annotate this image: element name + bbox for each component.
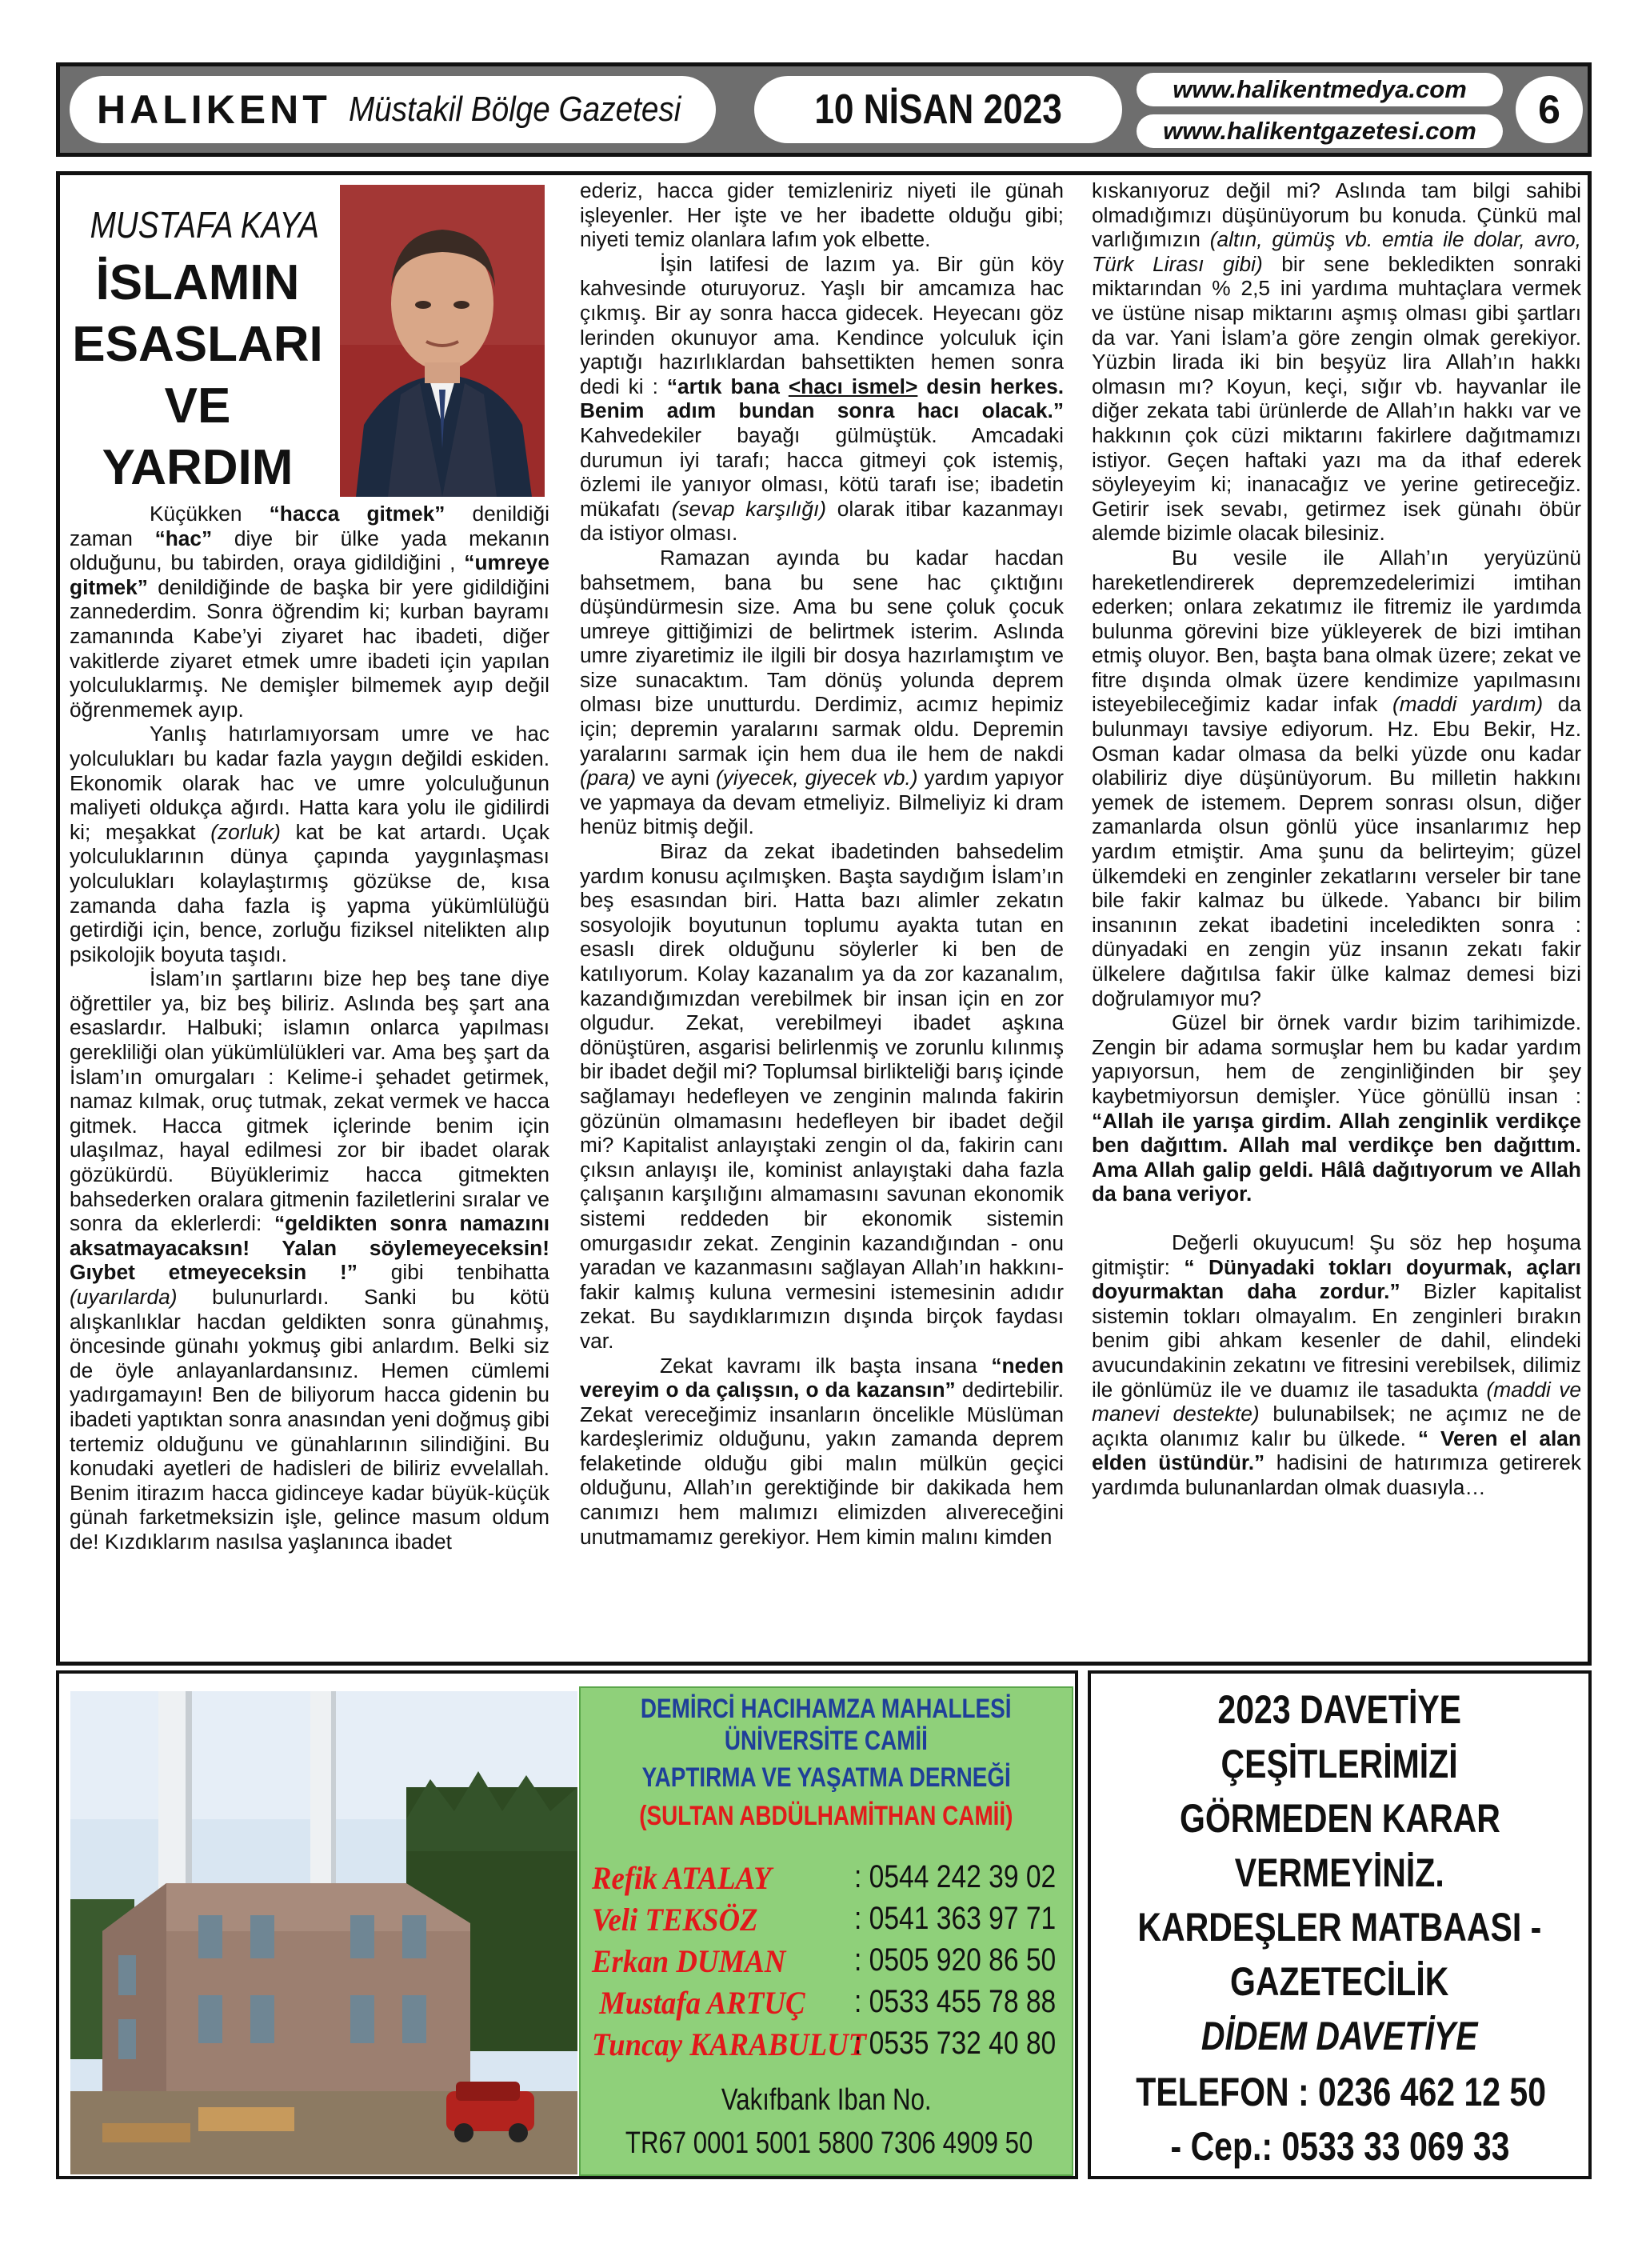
invitation-line: ÇEŞİTLERİMİZİ xyxy=(1221,1742,1459,1786)
article-headline xyxy=(70,252,326,498)
association-subtitle: (SULTAN ABDÜLHAMİTHAN CAMİİ) xyxy=(639,1801,1013,1831)
paragraph: İşin latifesi de lazım ya. Bir gün köy kahvesinde oturuyoruz. Yaşlı bir amcamıza hac çıkmış. Bir ay sonra hacca gidecek. Heyecanı göz lerinden okunuyor ama. Kendince yolculuk için yaptığı hazırlıklardan bahsettikten hemen sonra dedi ki : “artık bana <hacı ismel> desin herkes. Benim adım bundan sonra hacı olacak.” Kahvedekiler bayağı gülmüştük. Amcadaki durumun iyi tarafı; hacca gitmeyi çok istemiş, özlemi ile yanıyor olması, kötü tarafı ise; ibadetin mükafatı (sevap karşılığı) olarak itibar kazanmayı da istiyor olması. xyxy=(580,251,1065,546)
page-number: 6 xyxy=(1516,76,1583,143)
invitation-line: KARDEŞLER MATBAASI - xyxy=(1137,1905,1542,1950)
paragraph: Küçükken “hacca gitmek” denildiği zaman “hac” diye bir ülke yada mekanın olduğunu, bu tabirden, oraya gidildiğini , “umreye gitmek” denildiğinde de başka bir yere gidildiğini zannederdim. Sonra öğrendim ki; kurban bayramı zamanında Kabe’yi ziyaret hac ibadeti, diğer vakitlerde ziyaret etmek umre ibadeti için yapılan yolculuklarmış. Ne demişler bilmemek ayıp değil öğrenmemek ayıp. xyxy=(70,502,549,722)
contact-phone[interactable]: : 0533 455 78 88 xyxy=(854,1984,1057,2019)
contact-name: Erkan DUMAN xyxy=(592,1943,786,1979)
author-portrait xyxy=(340,185,545,497)
invitation-mobile[interactable]: - Cep.: 0533 33 069 33 xyxy=(1170,2124,1509,2169)
paragraph: Zekat kavramı ilk başta insana “neden vereyim o da çalışsın, o da kazansın” dedirtebilir. Zekat vereceğimiz insanların öncelikle Müslüman kardeşlerimiz olduğunu, yakın zamanda deprem felaketinde olduğu gibi malın mülkün geçici olduğunu, Allah’ın gerektiğinde bir dakikada hem canımızı hem malımızı elimizden alıvereceğini unutmamamız gerekiyor. Hem kimin malını kimden xyxy=(580,1353,1064,1549)
newspaper-subtitle: Müstakil Bölge Gazetesi xyxy=(348,90,681,129)
contact-phone[interactable]: : 0541 363 97 71 xyxy=(854,1901,1057,1936)
invitation-ad xyxy=(1088,1670,1592,2179)
newspaper-brand: HALIKENT xyxy=(97,87,331,132)
contact-phone[interactable]: : 0505 920 86 50 xyxy=(854,1942,1057,1978)
invitation-line: GÖRMEDEN KARAR xyxy=(1179,1796,1500,1841)
paragraph: Biraz da zekat ibadetinden bahsedelim yardım konusu açılmışken. Başta saydığım İslam’ın beş esasından biri. Hatta bazı alimler zekatın sosyolojik boyutunun toplumu ayakta tutan en esaslı direk olduğunu söylerler ki ben de katılıyorum. Kolay kazanalım ya da zor kazanalım, kazandığımızdan verebilmek bir insan için en zor olgudur. Zekat, verebilmeyi ibadet aşkına dönüştüren, asgarisi belirlenmiş ve zorunlu kılınmış bir ibadet değil mi? Toplumsal birlikteliği barış içinde sağlamayı hedefleyen ve zenginin malında fakirin gözünün olmamasını hedefleyen bir ibadet değil mi? Kapitalist anlayıştaki zengin ol da, fakirin canı çıksın anlayışı ile, kominist anlayıştaki daha fazla çalışanın karşılığını almamasını savunan ekonomik sistemi reddeden bir ekonomik sistemin omurgasıdır zekat. Zenginin kazandığından - onu yaradan ve kazanmasını sağlayan Allah’ın hakkını- fakir kalmış kuluna vermesini istemesinin adıdır zekat. Bu saydıklarımızın dışında birçok faydası var. xyxy=(580,839,1064,1353)
paragraph: Değerli okuyucum! Şu söz hep hoşuma gitmiştir: “ Dünyadaki tokları doyurmak, açları doyurmaktan daha zordur.” Bizler kapitalist sistemin tokları olmayalım. En zenginleri bırakın benim gibi ahkam kesenler de dahil, elindeki avucundakinin zekatını ve fitresini verebilsek, dilimiz ile gönlümüz ile ve duamız ile tasadukta (maddi ve manevi destekte) bulunabilsek; ne açımız ne de açıkta olanımız kalır bu ülkede. “ Veren el alan elden üstündür.” hadisini de hatırımıza getirerek yardımda bulunanlardan olmak duasıyla… xyxy=(1092,1230,1581,1499)
mosque-association-ad xyxy=(56,1670,1078,2179)
masthead xyxy=(56,62,1592,157)
contact-name: Refik ATALAY xyxy=(592,1860,772,1896)
contact-row xyxy=(592,2026,1064,2070)
invitation-line: GAZETECİLİK xyxy=(1230,1959,1449,2004)
contact-row xyxy=(592,1984,1064,2029)
paragraph: Bu vesile ile Allah’ın yeryüzünü hareketlendirerek depremzedelerimizi imtihan ederken; onlara zekatımız ile fitremiz ile yardımda bulunma görevini bize yükleyerek de bizi imtihan etmiş oluyor. Ben, başta bana olmak üzere; zekat ve fitre dışında olmak üzere kendimize yapılmasını isteyebileceğimiz kadar infak (maddi yardım) da bulunmayı tavsiye ediyorum. Hz. Ebu Bekir, Hz. Osman kadar olmasa da belki yüzde onu kadar olabiliriz diye düşünüyorum. Bu milletin hakkını yemek de istemem. Deprem sonrası olsun, diğer zamanlarda olsun gönlü yüce insanlarımız hep yardım etmiştir. Ama şunu da belirteyim; güzel ülkemdeki en zenginler zekatlarını verseler bir tane bile fakir kalmaz bu ülkede. Yabancı bir bilim insanının zekat ibadetini inceledikten sonra : dünyadaki en zengin yüz insanın zekatı fakir ülkelere dağıtılsa fakir ülke kalmaz demesi bizi doğrulamıyor mu? xyxy=(1092,545,1582,1010)
headline-line: YARDIM xyxy=(102,440,294,495)
contact-row xyxy=(592,1942,1064,1987)
issue-date: 10 NİSAN 2023 xyxy=(754,76,1122,143)
association-title-line: DEMİRCİ HACIHAMZA MAHALLESİ xyxy=(641,1694,1012,1724)
association-info-box xyxy=(579,1686,1073,2176)
contact-row xyxy=(592,1901,1064,1946)
invitation-phone[interactable]: TELEFON : 0236 462 12 50 xyxy=(1136,2070,1547,2114)
contact-name: Tuncay KARABULUT xyxy=(592,2026,867,2062)
paragraph: kıskanıyoruz değil mi? Aslında tam bilgi sahibi olmadığımızı düşünüyorum bu konuda. Çünkü mal varlığımızın (altın, gümüş vb. emtia ile dolar, avro, Türk Lirası gibi) bir sene bekledikten sonraki miktarından % 2,5 ini yardıma muhtaçlara vermek ve üstüne nisap miktarını aşmış olması gibi şartları da var. Yani İslam’a göre zengin olmak gerekiyor. Yüzbin lirada iki bin beşyüz lira Allah’ın hakkı olmasın mı? Koyun, keçi, sığır vb. hayvanlar ile diğer zekata tabi ürünlerde de Allah’ın hakkı var ve hakkının çok cüzi miktarını fakirlere dağıtmamızı istiyor. Geçen haftaki yazı ma da ithaf ederek söyleyeyim ki; inanacağız ve yerine getireceğiz. Getirir isek sevabı, getirmez isek günahı öbür alemde bizimle olacak bilesiniz. xyxy=(1092,178,1581,546)
association-title-line: YAPTIRMA VE YAŞATMA DERNEĞİ xyxy=(641,1762,1011,1793)
paragraph: Güzel bir örnek vardır bizim tarihimizde. Zengin bir adama sormuşlar hem bu kadar yardım yapıyorsun, hem de zenginliğinden bir şey kaybetmiyorsun demişler. Yüce gönüllü insan : “Allah ile yarışa girdim. Allah zenginlik verdikçe ben dağıttım. Allah mal verdikçe ben dağıttım. Ama Allah galip geldi. Hâlâ dağıtıyorum ve Allah da bana veriyor. xyxy=(1092,1010,1581,1206)
invitation-line: 2023 DAVETİYE xyxy=(1217,1687,1462,1732)
paragraph: İslam’ın şartlarını bize hep beş tane diye öğrettiler ya, biz beş biliriz. Aslında beş şart ana esaslardır. Halbuki; islamın onlarca yapılması gerekliliği olan yükümlülükleri var. Ama beş şart da İslam’ın omurgaları : Kelime-i şehadet getirmek, namaz kılmak, oruç tutmak, zekat vermek ve hacca gitmek. Hacca gitmek içlerinde benim için ulaşılmaz, hayal edilmesi zor bir ibadet olarak gözükürdü. Büyüklerimiz hacca gitmekten bahsederken oralara gitmenin faziletlerini sıralar ve sonra da eklerlerdi: “geldikten sonra namazını aksatmayacaksın! Yalan söylemeyeceksin! Gıybet etmeyeceksin !” gibi tenbihatta (uyarılarda) bulunurlardı. Sanki bu kötü alışkanlıklar hacdan geldikten sonra günahmış, öncesinde günahı yokmuş gibi anlardım. Belki siz de öyle anlayanlardansınız. Hemen cümlemi yadırgamayın! Ben de biliyorum hacca gidenin bu ibadeti yaptıktan sonra anasından yeni doğmuş gibi tertemiz olduğunu ve günahlarının silindiğini. Bu konudaki ayetleri de hadisleri de biliriz evvelallah. Benim itirazım hacca gidinceye kadar büyük-küçük günah farketmeksizin işle, gelince masum oldum de! Kızdıklarım nasılsa yaşlanınca ibadet xyxy=(70,966,550,1554)
contact-name: Mustafa ARTUÇ xyxy=(592,1985,805,2021)
invitation-line: VERMEYİNİZ. xyxy=(1235,1850,1444,1895)
contact-row xyxy=(592,1859,1064,1904)
article-frame xyxy=(56,171,1592,1666)
headline-line: İSLAMIN xyxy=(95,255,300,310)
article-title-block xyxy=(70,178,326,498)
bank-label: Vakıfbank Iban No. xyxy=(721,2083,932,2117)
paragraph: Ramazan ayında bu kadar hacdan bahsetmem, bana bu sene hac çıktığını düşündürmesin size. Ama bu sene çoluk çocuk umreye gittiğimizi de belirtmek isterim. Aslında umre ziyaretimiz ile ilgili bir dosya hazırlamıştım ve size sunacaktım. Tam dönüş yolunda deprem olması bize unutturdu. Derdimiz, acımız hepimiz için; depremin yaralarını sarmak oldu. Depremin yaralarını sarmak için hem dua ile hem de nakdi (para) ve ayni (yiyecek, giyecek vb.) yardım yapıyor ve yapmaya da devam etmeliyiz. Bilmeliyiz ki dram henüz bitmiş değil. xyxy=(580,545,1064,839)
article-column-3 xyxy=(1092,178,1581,1499)
website-link-2[interactable]: www.halikentgazetesi.com xyxy=(1137,114,1503,148)
iban-number: TR67 0001 5001 5800 7306 4909 50 xyxy=(625,2126,1033,2160)
column-1-text xyxy=(70,502,549,1554)
paragraph: Yanlış hatırlamıyorsam umre ve hac yolculukları bu kadar fazla yaygın değildi eskiden. Ekonomik olarak hac ve umre yolculuğunun maliyeti oldukça ağırdı. Hatta kara yolu ile gidilirdi ki; meşakkat (zorluk) kat be kat artardı. Uçak yolculuklarının dünya çapında yaygınlaşması yolculukları kolaylaştırmış gözükse de, kısa zamanda daha fazla iş yapma yükümlülüğü getirdiği için, bence, zorluğu fiziksel nitelikten alıp psikolojik boyuta taşıdı. xyxy=(70,722,549,966)
masthead-title-pill xyxy=(70,76,716,143)
invitation-line: DİDEM DAVETİYE xyxy=(1201,2014,1478,2058)
contact-phone[interactable]: : 0535 732 40 80 xyxy=(854,2026,1057,2061)
contact-phone[interactable]: : 0544 242 39 02 xyxy=(854,1859,1057,1894)
author-name: MUSTAFA KAYA xyxy=(90,204,319,246)
headline-line: ESASLARI xyxy=(72,317,323,372)
mosque-photo xyxy=(70,1691,577,2174)
paragraph: ederiz, hacca gider temizleniriz niyeti ile günah işleyenler. Her işte ve her ibadette olduğu gibi; niyeti temiz olanlara lafım yok elbette. xyxy=(580,178,1064,252)
headline-line: VE xyxy=(164,378,231,434)
contact-name: Veli TEKSÖZ xyxy=(592,1902,758,1938)
website-link-1[interactable]: www.halikentmedya.com xyxy=(1137,73,1503,106)
association-title-line: ÜNİVERSİTE CAMİİ xyxy=(724,1726,929,1756)
article-column-2 xyxy=(580,178,1064,1549)
